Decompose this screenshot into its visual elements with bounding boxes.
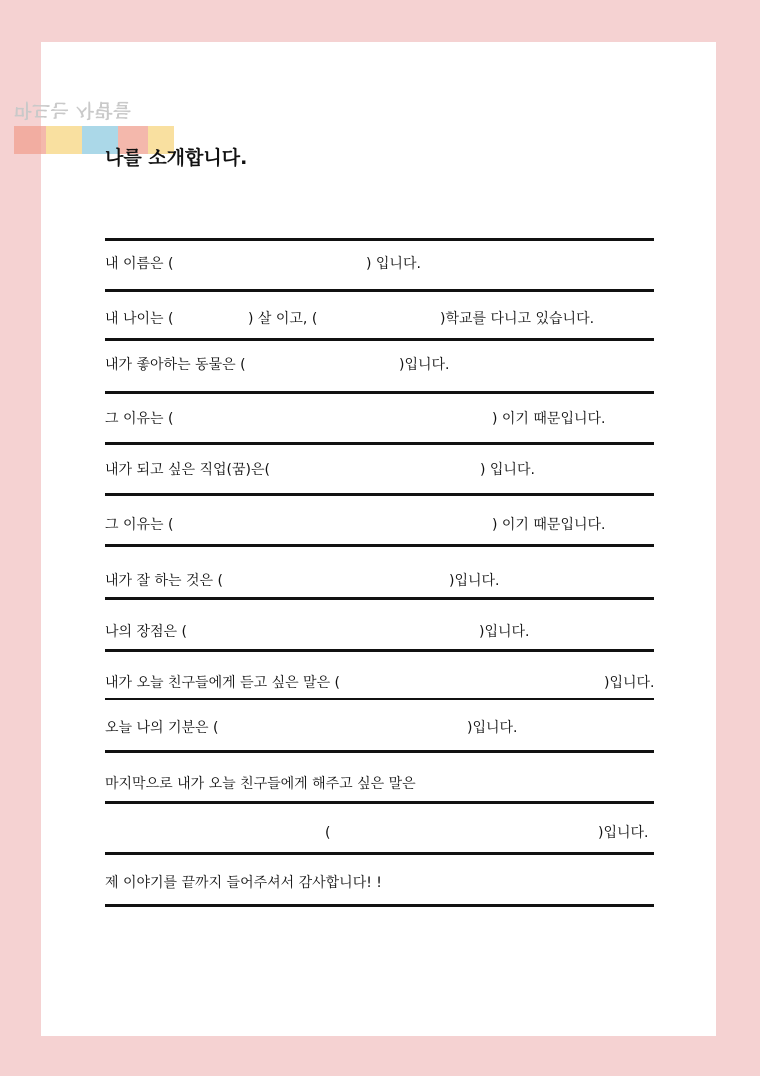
divider-line: [105, 338, 654, 341]
divider-line: [105, 904, 654, 907]
divider-line: [105, 597, 654, 600]
divider-line: [105, 493, 654, 496]
divider-line: [105, 750, 654, 753]
logo-text: 마드는 사람들: [14, 99, 132, 120]
divider-line: [105, 391, 654, 394]
divider-line: [105, 852, 654, 855]
divider-line: [105, 238, 654, 241]
divider-line: [105, 801, 654, 804]
divider-line: [105, 442, 654, 445]
divider-line: [105, 289, 654, 292]
divider-line: [105, 544, 654, 547]
logo-block: [46, 126, 82, 154]
divider-line: [105, 698, 654, 700]
divider-line: [105, 649, 654, 652]
page-title: 나를 소개합니다.: [105, 147, 248, 169]
logo-block: [14, 126, 46, 154]
